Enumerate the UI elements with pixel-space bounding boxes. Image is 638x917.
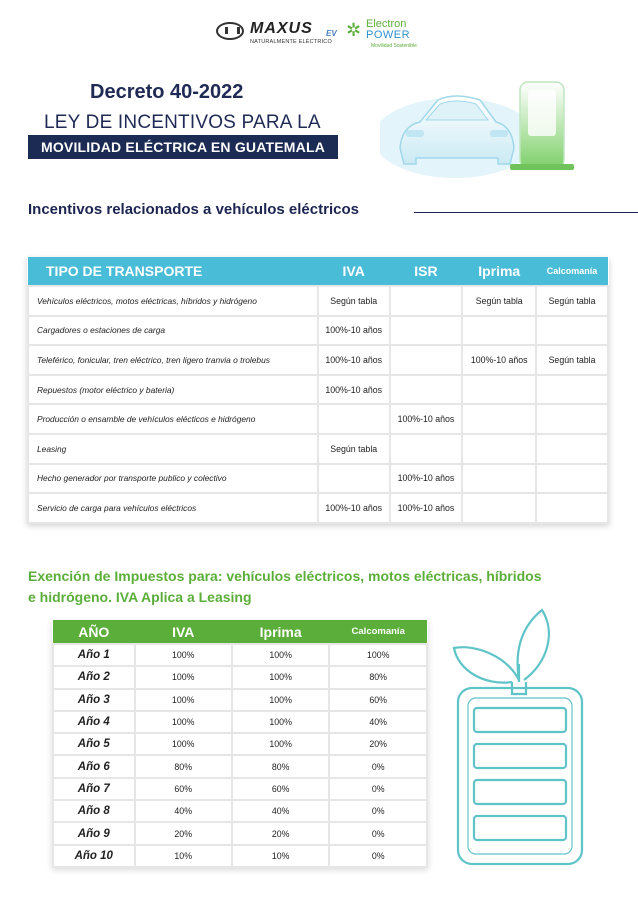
maxus-logo-icon (216, 22, 244, 40)
table-row (28, 493, 608, 523)
col-header-ano: AÑO (53, 620, 135, 644)
cell-iprima: Según tabla (462, 286, 536, 316)
decree-title: Decreto 40-2022 (90, 81, 244, 103)
table-row (53, 644, 427, 666)
cell-calcomania: 0% (329, 845, 427, 867)
cell-iprima: 100% (232, 711, 330, 733)
cell-iva: 10% (135, 845, 232, 867)
cell-iprima: 100%-10 años (462, 345, 536, 375)
cell-calcomania: 0% (329, 822, 427, 844)
cell-iva: 100%-10 años (318, 493, 390, 523)
cell-ano: Año 5 (53, 733, 135, 755)
cell-iva: 100%-10 años (318, 345, 390, 375)
cell-tipo: Producción o ensamble de vehículos elécticos e hidrógeno (28, 404, 318, 434)
law-title-line1: LEY DE INCENTIVOS PARA LA (44, 112, 321, 133)
law-title-line2: MOVILIDAD ELÉCTRICA EN GUATEMALA (28, 135, 338, 159)
cell-calcomania: 40% (329, 711, 427, 733)
cell-iva: 100% (135, 711, 232, 733)
cell-iva: 100% (135, 644, 232, 666)
cell-iprima (462, 404, 536, 434)
cell-ano: Año 8 (53, 800, 135, 822)
cell-iprima (462, 375, 536, 405)
table-row (28, 316, 608, 346)
col-header-tipo: TIPO DE TRANSPORTE (28, 257, 318, 286)
cell-calcomania: 100% (329, 644, 427, 666)
cell-iva: Según tabla (318, 286, 390, 316)
cell-iprima (462, 493, 536, 523)
cell-isr: 100%-10 años (390, 404, 463, 434)
table-row (28, 404, 608, 434)
table-row (53, 689, 427, 711)
table-row (28, 345, 608, 375)
cell-iprima: 100% (232, 733, 330, 755)
cell-calcomania: 60% (329, 689, 427, 711)
table-row (28, 375, 608, 405)
cell-calcomania: Según tabla (536, 286, 608, 316)
cell-tipo: Hecho generador por transporte publico y colectivo (28, 464, 318, 494)
table-row (28, 464, 608, 494)
cell-calcomania: 20% (329, 733, 427, 755)
table-header-row (53, 620, 427, 644)
cell-iva: 100%-10 años (318, 316, 390, 346)
table-row (53, 755, 427, 777)
cell-iprima: 10% (232, 845, 330, 867)
col-header-iprima: Iprima (232, 620, 330, 644)
cell-calcomania: Según tabla (536, 345, 608, 375)
cell-ano: Año 6 (53, 755, 135, 777)
table-row (53, 845, 427, 867)
cell-calcomania (536, 493, 608, 523)
cell-ano: Año 9 (53, 822, 135, 844)
col-header-calcomania: Calcomanía (329, 620, 427, 644)
cell-tipo: Repuestos (motor eléctrico y bateria) (28, 375, 318, 405)
cell-iprima: 60% (232, 778, 330, 800)
section2-title: Exención de Impuestos para: vehículos eléctricos, motos eléctricas, híbridos e hidrógeno. IVA Aplica a Leasing (28, 568, 542, 605)
incentives-table (27, 257, 609, 524)
cell-iva: 100%-10 años (318, 375, 390, 405)
cell-calcomania (536, 464, 608, 494)
table-row (53, 733, 427, 755)
cell-ano: Año 7 (53, 778, 135, 800)
cell-tipo: Cargadores o estaciones de carga (28, 316, 318, 346)
cell-calcomania (536, 434, 608, 464)
table-row (53, 778, 427, 800)
cell-iva: 100% (135, 689, 232, 711)
cell-tipo: Vehículos eléctricos, motos eléctricas, híbridos y hidrógeno (28, 286, 318, 316)
cell-calcomania (536, 316, 608, 346)
cell-tipo: Teleférico, fonicular, tren eléctrico, tren ligero tranvia o trolebus (28, 345, 318, 375)
cell-iprima: 20% (232, 822, 330, 844)
cell-calcomania: 0% (329, 755, 427, 777)
table-row (28, 434, 608, 464)
cell-isr (390, 345, 463, 375)
section1-title: Incentivos relacionados a vehículos eléctricos (28, 201, 359, 218)
cell-iprima: 100% (232, 666, 330, 688)
col-header-calcomania: Calcomanía (536, 257, 608, 286)
cell-calcomania (536, 404, 608, 434)
cell-isr (390, 286, 463, 316)
col-header-iva: IVA (318, 257, 390, 286)
cell-iva: 100% (135, 666, 232, 688)
battery-plant-illustration (444, 600, 594, 868)
cell-ano: Año 10 (53, 845, 135, 867)
maxus-tagline: NATURALMENTE ELÉCTRICO (250, 39, 332, 45)
cell-iprima: 100% (232, 689, 330, 711)
electron-power-leaf-icon: ✲ (346, 20, 362, 40)
cell-isr (390, 375, 463, 405)
cell-iva: 60% (135, 778, 232, 800)
table-row (53, 666, 427, 688)
cell-calcomania: 80% (329, 666, 427, 688)
cell-isr (390, 434, 463, 464)
col-header-isr: ISR (390, 257, 463, 286)
partner-line1: Electron (366, 18, 407, 30)
section1-divider (414, 212, 638, 213)
brand-logos (214, 18, 428, 54)
cell-iprima (462, 434, 536, 464)
cell-iva: Según tabla (318, 434, 390, 464)
cell-iprima: 80% (232, 755, 330, 777)
table-row (53, 800, 427, 822)
table-row (53, 822, 427, 844)
cell-ano: Año 3 (53, 689, 135, 711)
partner-line2: POWER (366, 29, 411, 41)
cell-iva (318, 404, 390, 434)
electric-car-charger-illustration (380, 78, 600, 178)
partner-tagline: Movilidad Sostenible (371, 43, 417, 49)
cell-isr (390, 316, 463, 346)
cell-tipo: Leasing (28, 434, 318, 464)
col-header-iprima: Iprima (462, 257, 536, 286)
table-row (53, 711, 427, 733)
cell-ano: Año 1 (53, 644, 135, 666)
cell-ano: Año 4 (53, 711, 135, 733)
cell-iva: 20% (135, 822, 232, 844)
table-header-row (28, 257, 608, 286)
table-row (28, 286, 608, 316)
exemption-table (52, 620, 428, 868)
col-header-iva: IVA (135, 620, 232, 644)
cell-iprima: 100% (232, 644, 330, 666)
cell-calcomania: 0% (329, 800, 427, 822)
cell-iva: 100% (135, 733, 232, 755)
cell-iva: 40% (135, 800, 232, 822)
cell-iva: 80% (135, 755, 232, 777)
cell-iva (318, 464, 390, 494)
cell-iprima (462, 464, 536, 494)
cell-iprima: 40% (232, 800, 330, 822)
maxus-name: MAXUS (250, 20, 313, 37)
cell-ano: Año 2 (53, 666, 135, 688)
cell-calcomania: 0% (329, 778, 427, 800)
cell-iprima (462, 316, 536, 346)
cell-isr: 100%-10 años (390, 464, 463, 494)
cell-isr: 100%-10 años (390, 493, 463, 523)
cell-tipo: Servicio de carga para vehículos eléctricos (28, 493, 318, 523)
cell-calcomania (536, 375, 608, 405)
maxus-ev: EV (326, 29, 337, 38)
